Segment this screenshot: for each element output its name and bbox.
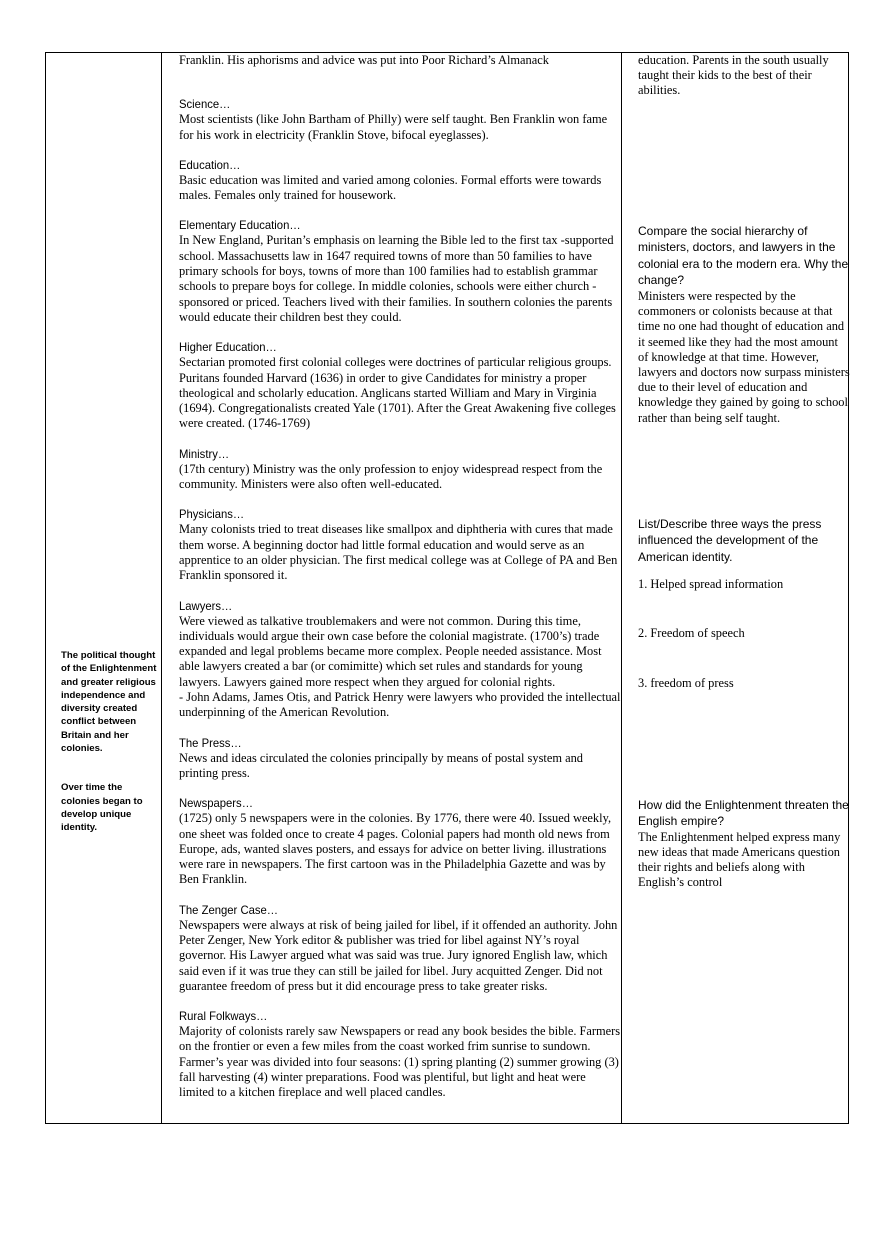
section-body: Newspapers were always at risk of being jailed for libel, if it offended an authority. John Peter Zenger, New York editor & publisher was tried for libel against NY’s royal governor. His Lawyer argued what was said was true. Jury ignored English law, which said even if it was true they can still be jailed for libel. Jury acquitted Zenger. Did not guarantee freedom of press but it did encourage press to take greater risks. bbox=[179, 917, 618, 993]
section-title: Physicians… bbox=[179, 507, 245, 522]
section-title: Ministry… bbox=[179, 446, 230, 461]
answer-text: Ministers were respected by the commoners or colonists because at that time no one had thought of education and it seemed like they had the most amount of knowledge at that time. However, lawyers and doctors now surpass ministers due to their level of education and knowledge they gained by going to school rather than being self taught. bbox=[638, 288, 850, 425]
question-block bbox=[638, 797, 850, 891]
section-body: Most scientists (like John Bartham of Philly) were self taught. Ben Franklin won fame for his work in electricity (Franklin Stove, bifocal eyeglasses). bbox=[179, 112, 608, 142]
big-idea-column bbox=[61, 649, 159, 861]
notes-section bbox=[179, 598, 623, 721]
section-title: The Press… bbox=[179, 735, 242, 750]
section-body: In New England, Puritan’s emphasis on learning the Bible led to the first tax -supported school. Massachusetts law in 1647 required towns of more than 50 families to have primary schools for boys, towns of more than 100 families had to establish grammar schools to prepare boys for college. In middle colonies, schools were either church -sponsored or priced. Teachers lived with their families. In southern colonies the parents would educate their children best they could. bbox=[179, 233, 614, 324]
section-body: (17th century) Ministry was the only profession to enjoy widespread respect from the community. Ministers were also often well-educated. bbox=[179, 461, 603, 492]
section-body: Many colonists tried to treat diseases like smallpox and diphtheria with cures that made them worse. A beginning doctor had little formal education and would serve as an apprentice to an older physician. The first medical college was at College of PA and Ben Franklin sponsored it. bbox=[179, 522, 618, 583]
notes-section bbox=[179, 157, 623, 204]
section-title: Science… bbox=[179, 97, 231, 112]
notes-section bbox=[179, 1008, 623, 1100]
section-title: Rural Folkways… bbox=[179, 1009, 268, 1024]
section-body: News and ideas circulated the colonies principally by means of postal system and printing press. bbox=[179, 750, 583, 780]
notes-intro: Franklin. His aphorisms and advice was put into Poor Richard’s Almanack bbox=[179, 53, 549, 67]
big-idea-text: The political thought of the Enlightenment and greater religious independence and diversity created conflict between Britain and her colonies. bbox=[61, 650, 157, 755]
section-title: Higher Education… bbox=[179, 340, 277, 355]
big-idea-text: Over time the colonies began to develop unique identity. bbox=[61, 782, 143, 834]
section-title: Education… bbox=[179, 157, 241, 172]
notes-section bbox=[179, 96, 623, 143]
notes-table bbox=[45, 52, 849, 1124]
section-body: Were viewed as talkative troublemakers and were not common. During this time, individuals would argue their own case before the colonial magistrate. (1700’s) trade expanded and legal problems became more complex. People needed assistance. Most able lawyers created a bar (or comimitte) which set rules and standards for young lawyers. Lawyers gained more respect when they argued for colonial rights. bbox=[179, 613, 602, 689]
question-block bbox=[638, 223, 850, 516]
section-body-extra: - John Adams, James Otis, and Patrick Henry were lawyers who provided the intellectual underpinning of the American Revolution. bbox=[179, 690, 621, 720]
answer-text: The Enlightenment helped express many new ideas that made Americans question their rights and beliefs along with English’s control bbox=[638, 829, 841, 890]
section-body: Majority of colonists rarely saw Newspapers or read any book besides the bible. Farmers on the frontier or even a few miles from the coast worked frim sunrise to sundown. Farmer’s year was divided into four seasons: (1) spring planting (2) summer growing (3) fall harvesting (4) winter preparations. Food was plentiful, but light and heat were limited to a kitchen fireplace and well placed candles. bbox=[179, 1024, 621, 1100]
notes-section bbox=[179, 339, 623, 431]
notes-column bbox=[179, 53, 623, 1101]
section-body: Sectarian promoted first colonial colleges were doctrines of particular religious groups. Puritans founded Harvard (1636) in order to give Candidates for ministry a proper theological and scholarly education. Anglicans started William and Mary in Virginia (1694). Congregationalists created Yale (1701). After the Great Awakening five colleges were created. (1746-1769) bbox=[179, 355, 616, 431]
question-text: How did the Enlightenment threaten the English empire? bbox=[638, 797, 849, 829]
list-item: 1. Helped spread information bbox=[638, 577, 784, 592]
notes-section bbox=[179, 506, 623, 583]
notes-section bbox=[179, 446, 623, 493]
column-divider bbox=[161, 53, 162, 1123]
section-body: (1725) only 5 newspapers were in the colonies. By 1776, there were 40. Issued weekly, one sheet was folded once to create 4 pages. Colonial papers had month old news from Europe, ads, wanted slaves posters, and essays for advice on better living. illustrations were rare in newspapers. The first cartoon was in the Philadelphia Gazette and was by Ben Franklin. bbox=[179, 811, 612, 887]
section-title: Elementary Education… bbox=[179, 218, 301, 233]
list-item: 3. freedom of press bbox=[638, 676, 734, 691]
section-body: Basic education was limited and varied among colonies. Formal efforts were towards males. Females only trained for housework. bbox=[179, 172, 602, 203]
notes-section bbox=[179, 902, 623, 994]
section-title: Newspapers… bbox=[179, 796, 253, 811]
question-text: Compare the social hierarchy of ministers, doctors, and lawyers in the colonial era to the modern era. Why the change? bbox=[638, 223, 849, 288]
notes-section bbox=[179, 217, 623, 325]
question-text: List/Describe three ways the press influenced the development of the American identity. bbox=[638, 516, 822, 564]
section-title: Lawyers… bbox=[179, 598, 233, 613]
questions-column bbox=[638, 53, 850, 891]
list-item: 2. Freedom of speech bbox=[638, 626, 745, 641]
continued-answer: education. Parents in the south usually taught their kids to the best of their abilities. bbox=[638, 53, 829, 98]
question-block bbox=[638, 516, 850, 797]
notes-section bbox=[179, 735, 623, 782]
section-title: The Zenger Case… bbox=[179, 902, 279, 917]
notes-section bbox=[179, 795, 623, 887]
